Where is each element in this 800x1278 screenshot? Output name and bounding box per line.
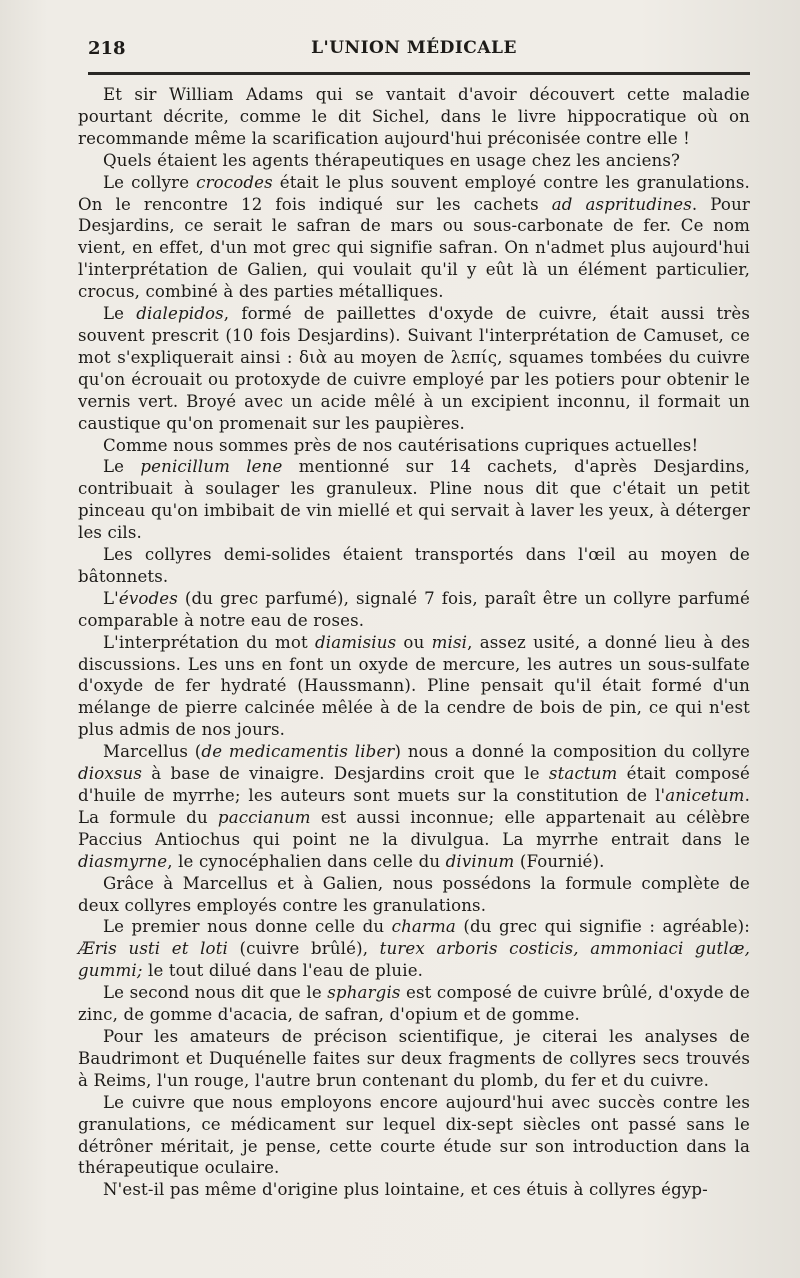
text-run: Pour les amateurs de précison scientifique, je citerai les analyses de Baudrimont et Duquénelle faites sur deux fragments de collyres secs trouvés à Reims, l'un rouge, l'autre brun contenant du plomb, du fer et du cuivre.: [78, 1026, 750, 1090]
paragraph: [78, 873, 750, 917]
italic-text: anicetum: [665, 786, 745, 805]
article-body: [78, 84, 750, 1201]
text-run: Le cuivre que nous employons encore aujourd'hui avec succès contre les granulations, ce médicament sur lequel dix-sept siècles ont passé sans le détrôner méritait, je pense, cette courte étude sur son introduction dans la thérapeutique oculaire.: [78, 1092, 750, 1178]
text-run: Le second nous dit que le: [103, 983, 328, 1003]
text-run: Quels étaient les agents thérapeutiques en usage chez les anciens?: [103, 150, 681, 170]
text-run: . La formule du: [78, 786, 750, 827]
paragraph: [78, 1179, 750, 1201]
italic-text: dialepidos: [136, 304, 224, 324]
text-run: (Fournié).: [514, 851, 605, 871]
text-run: . Pour Desjardins, ce serait le safran de mars ou sous-carbonate de fer. Ce nom vient, en effet, d'un mot grec qui signifie safran. On n'admet plus aujourd'hui l'interprétation de Galien, qui voulait qu'il y eût là un élément particulier, crocus, combiné à des parties métalliques.: [78, 194, 750, 302]
italic-text: charma: [391, 917, 456, 937]
paragraph: [78, 982, 750, 1026]
paragraph: [78, 150, 750, 172]
page-header: [78, 36, 750, 66]
text-run: Et sir William Adams qui se vantait d'avoir découvert cette maladie pourtant décrite, comme le dit Sichel, dans le livre hippocratique où on recommande même la scarification aujourd'hui préconisée contre elle !: [78, 85, 750, 148]
paragraph: [78, 588, 750, 632]
text-run: (du grec qui signifie : agréable):: [455, 917, 750, 937]
italic-text: divinum: [445, 851, 515, 871]
text-run: est composé de cuivre brûlé, d'oxyde de zinc, de gomme d'acacia, de safran, d'opium et de gomme.: [78, 983, 750, 1025]
italic-text: penicillum lene: [140, 457, 283, 477]
text-run: ou: [396, 632, 432, 652]
italic-text: évodes: [118, 588, 178, 608]
italic-text: de medicamentis liber: [201, 742, 395, 762]
text-run: L'interprétation du mot: [103, 632, 315, 652]
paragraph: [78, 544, 750, 588]
paragraph: [78, 1026, 750, 1092]
text-run: , le cynocéphalien dans celle du: [167, 851, 446, 871]
running-title: L'UNION MÉDICALE: [311, 38, 517, 58]
header-rule: [88, 72, 750, 75]
text-run: Le collyre: [103, 172, 197, 192]
text-run: Comme nous sommes près de nos cautérisations cupriques actuelles!: [103, 435, 699, 455]
paragraph: [78, 1092, 750, 1180]
text-run: N'est-il pas même d'origine plus lointaine, et ces étuis à collyres égyp-: [103, 1180, 708, 1200]
text-run: Le: [103, 457, 141, 477]
page-number: 218: [88, 38, 126, 59]
text-run: (cuivre brûlé),: [227, 939, 380, 959]
italic-text: crocodes: [196, 172, 273, 192]
italic-text: diasmyrne: [78, 851, 168, 871]
text-run: était le plus souvent employé contre les granulations. On le rencontre 12 fois indiqué sur les cachets: [78, 172, 750, 214]
text-run: Les collyres demi-solides étaient transportés dans l'œil au moyen de bâtonnets.: [78, 545, 750, 586]
paragraph: [78, 741, 750, 872]
paragraph: [78, 172, 750, 303]
text-run: à base de vinaigre. Desjardins croit que le: [142, 764, 549, 784]
paragraph: [78, 84, 750, 150]
text-run: le tout dilué dans l'eau de pluie.: [142, 961, 424, 981]
text-run: Le: [103, 304, 137, 324]
paragraph: [78, 456, 750, 544]
italic-text: ad aspritudines: [551, 194, 692, 214]
text-run: est aussi inconnue; elle appartenait au célèbre Paccius Antiochus qui point ne la divulgua. La myrrhe entrait dans le: [78, 807, 750, 849]
text-run: était composé d'huile de myrrhe; les auteurs sont muets sur la constitution de l': [78, 764, 750, 805]
text-run: Marcellus (: [103, 742, 202, 762]
text-run: ) nous a donné la composition du collyre: [394, 742, 750, 762]
text-run: Le premier nous donne celle du: [103, 917, 392, 937]
text-run: (du grec parfumé), signalé 7 fois, paraît être un collyre parfumé comparable à notre eau de roses.: [78, 588, 750, 630]
italic-text: diamisius: [315, 632, 397, 652]
text-run: , assez usité, a donné lieu à des discussions. Les uns en font un oxyde de mercure, les autres un sous-sulfate d'oxyde de fer hydraté (Haussmann). Pline pensait qu'il était formé d'un mélange de pierre calcinée mêlée à de la cendre de bois de pin, ce qui n'est plus admis de nos jours.: [78, 632, 750, 740]
italic-text: stactum: [548, 764, 618, 784]
text-run: Grâce à Marcellus et à Galien, nous possédons la formule complète de deux collyres employés contre les granulations.: [78, 873, 750, 915]
italic-text: dioxsus: [78, 764, 143, 784]
paragraph: [78, 435, 750, 457]
italic-text: sphargis: [327, 983, 401, 1003]
text-run: L': [103, 588, 119, 608]
paragraph: [78, 916, 750, 982]
text-run: mentionné sur 14 cachets, d'après Desjardins, contribuait à soulager les granuleux. Pline nous dit que c'était un petit pinceau qu'on imbibait de vin miellé et qui servait à laver les yeux, à déterger les cils.: [78, 457, 750, 543]
paragraph: [78, 303, 750, 434]
italic-text: turex arboris costicis, ammoniaci gutlæ, gummi;: [78, 939, 750, 981]
text-run: , formé de paillettes d'oxyde de cuivre, était aussi très souvent prescrit (10 fois Desjardins). Suivant l'interprétation de Camuset, ce mot s'expliquerait ainsi : διὰ au moyen de λεπίς, squames tombées du cuivre qu'on écrouait ou protoxyde de cuivre employé par les potiers pour obtenir le vernis vert. Broyé avec un acide mêlé à un excipient inconnu, il formait un caustique qu'on promenait sur les paupières.: [78, 304, 750, 433]
italic-text: paccianum: [217, 807, 311, 827]
italic-text: Æris usti et loti: [78, 939, 228, 959]
paragraph: [78, 632, 750, 742]
italic-text: misi: [431, 632, 468, 652]
